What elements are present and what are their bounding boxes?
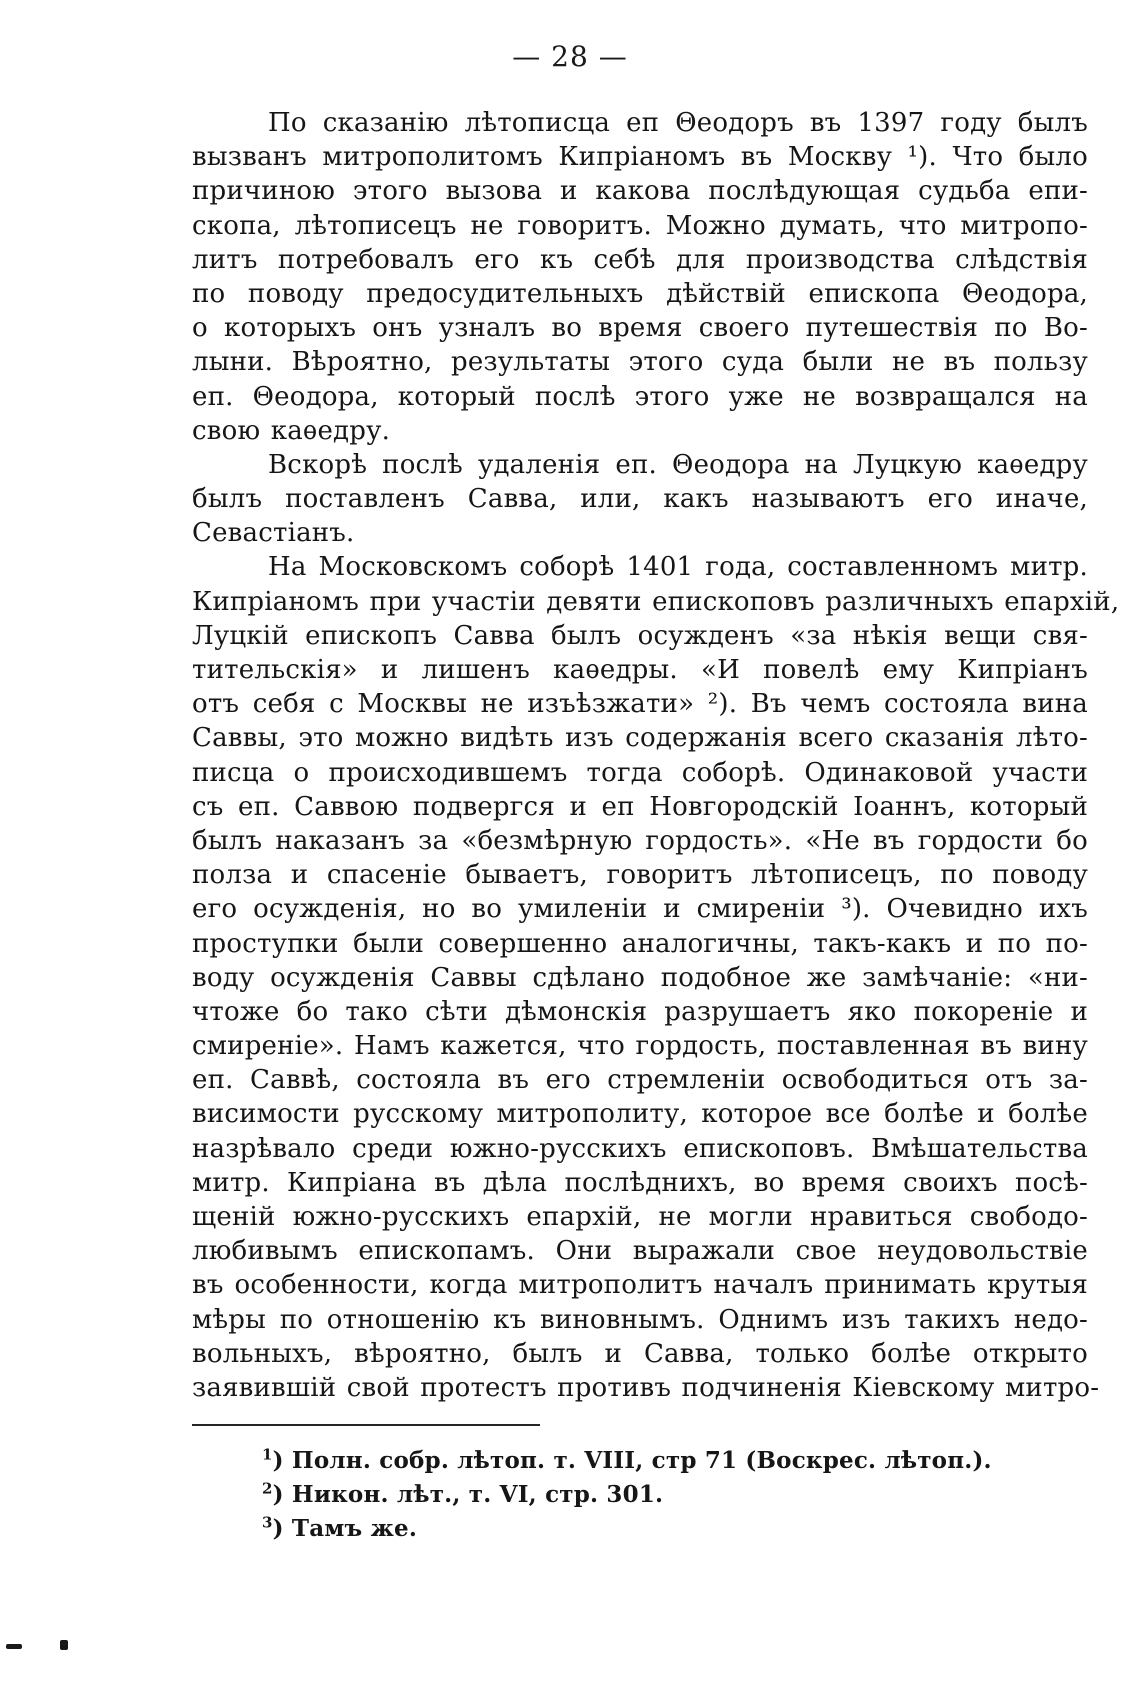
text-line: Севастіанъ. xyxy=(192,518,355,549)
text-line: Вскорѣ послѣ удаленія еп. Θеодора на Луцкую каѳедру xyxy=(268,449,1088,480)
text-line: Саввы, это можно видѣть изъ содержанія всего сказанія лѣто- xyxy=(192,723,1088,754)
text-line: въ особенности, когда митрополитъ началъ принимать крутыя xyxy=(192,1270,1088,1301)
text-line: полза и спасеніе бываетъ, говоритъ лѣтописецъ, по поводу xyxy=(192,860,1088,891)
text-line: еп. Θеодора, который послѣ этого уже не возвращался на xyxy=(192,381,1088,412)
footnote-text: ) Никон. лѣт., т. VI, стр. 301. xyxy=(272,1481,664,1508)
text-line: вызванъ митрополитомъ Кипріаномъ въ Москву ¹). Что было xyxy=(192,142,1088,173)
footnote-text: ) Тамъ же. xyxy=(272,1515,418,1542)
text-line: проступки были совершенно аналогичны, такъ-какъ и по по- xyxy=(192,928,1088,959)
paragraph-2 xyxy=(192,448,1088,551)
text-line: былъ поставленъ Савва, или, какъ называютъ его иначе, xyxy=(192,484,1088,515)
page-number: — 28 — xyxy=(512,40,628,73)
text-line: Кипріаномъ при участіи девяти епископовъ различныхъ епархій, xyxy=(192,586,1120,617)
text-line: митр. Кипріана въ дѣла послѣднихъ, во время своихъ посѣ- xyxy=(192,1167,1088,1198)
footnote-3 xyxy=(262,1512,1022,1546)
text-line: мѣры по отношенію къ виновнымъ. Однимъ изъ такихъ недо- xyxy=(192,1304,1088,1335)
text-line: его осужденія, но во умиленіи и смиреніи ³). Очевидно ихъ xyxy=(192,894,1088,925)
scan-speck-mark xyxy=(60,1640,68,1650)
text-line: съ еп. Саввою подвергся и еп Новгородскій Іоаннъ, который xyxy=(192,791,1088,822)
footnote-mark: 1 xyxy=(262,1445,273,1464)
text-line: На Московскомъ соборѣ 1401 года, составленномъ митр. xyxy=(268,552,1088,583)
text-line: назрѣвало среди южно-русскихъ епископовъ. Вмѣшательства xyxy=(192,1133,1088,1164)
text-line: лыни. Вѣроятно, результаты этого суда были не въ пользу xyxy=(192,347,1088,378)
body-text xyxy=(192,106,1120,1405)
text-line: писца о происходившемъ тогда соборѣ. Одинаковой участи xyxy=(192,757,1088,788)
paragraph-3 xyxy=(192,550,1120,1405)
text-line: причиною этого вызова и какова послѣдующая судьба епи- xyxy=(192,176,1088,207)
footnote-mark: 3 xyxy=(262,1513,273,1532)
scan-speck-mark xyxy=(6,1644,22,1649)
text-line: еп. Саввѣ, состояла въ его стремленіи освободиться отъ за- xyxy=(192,1065,1088,1096)
footnote-divider xyxy=(192,1424,540,1426)
text-line: чтоже бо тако сѣти дѣмонскія разрушаетъ яко покореніе и xyxy=(192,996,1088,1027)
paragraph-1 xyxy=(192,106,1088,448)
footnote-text: ) Полн. собр. лѣтоп. т. VIII, стр 71 (Воскрес. лѣтоп.). xyxy=(272,1447,992,1474)
footnote-2 xyxy=(262,1478,1022,1512)
text-line: свою каѳедру. xyxy=(192,415,391,446)
text-line: заявившій свой протестъ противъ подчиненія Кіевскому митро- xyxy=(192,1372,1100,1403)
text-line: тительскія» и лишенъ каѳедры. «И повелѣ ему Кипріанъ xyxy=(192,655,1088,685)
text-line: любивымъ епископамъ. Они выражали свое неудовольствіе xyxy=(192,1236,1088,1267)
text-line: о которыхъ онъ узналъ во время своего путешествія по Во- xyxy=(192,313,1088,344)
text-line: былъ наказанъ за «безмѣрную гордость». «Не въ гордости бо xyxy=(192,825,1088,856)
text-line: по поводу предосудительныхъ дѣйствій епископа Θеодора, xyxy=(192,278,1088,309)
text-line: вольныхъ, вѣроятно, былъ и Савва, только болѣе открыто xyxy=(192,1338,1088,1369)
footnotes xyxy=(262,1444,1022,1546)
text-line: литъ потребовалъ его къ себѣ для производства слѣдствія xyxy=(192,244,1088,275)
text-line: По сказанію лѣтописца еп Θеодоръ въ 1397 году былъ xyxy=(268,108,1088,138)
text-line: щеній южно-русскихъ епархій, не могли нравиться свободо- xyxy=(192,1202,1088,1232)
footnote-mark: 2 xyxy=(262,1479,273,1498)
footnote-1 xyxy=(262,1444,1022,1478)
text-line: смиреніе». Намъ кажется, что гордость, поставленная въ вину xyxy=(192,1031,1088,1062)
text-line: скопа, лѣтописецъ не говоритъ. Можно думать, что митропо- xyxy=(192,210,1088,241)
text-line: висимости русскому митрополиту, которое все болѣе и болѣе xyxy=(192,1099,1088,1130)
text-line: отъ себя с Москвы не изъѣзжати» ²). Въ чемъ состояла вина xyxy=(192,689,1088,720)
text-line: Луцкій епископъ Савва былъ осужденъ «за нѣкія вещи свя- xyxy=(192,620,1088,651)
text-line: воду осужденія Саввы сдѣлано подобное же замѣчаніе: «ни- xyxy=(192,962,1088,993)
